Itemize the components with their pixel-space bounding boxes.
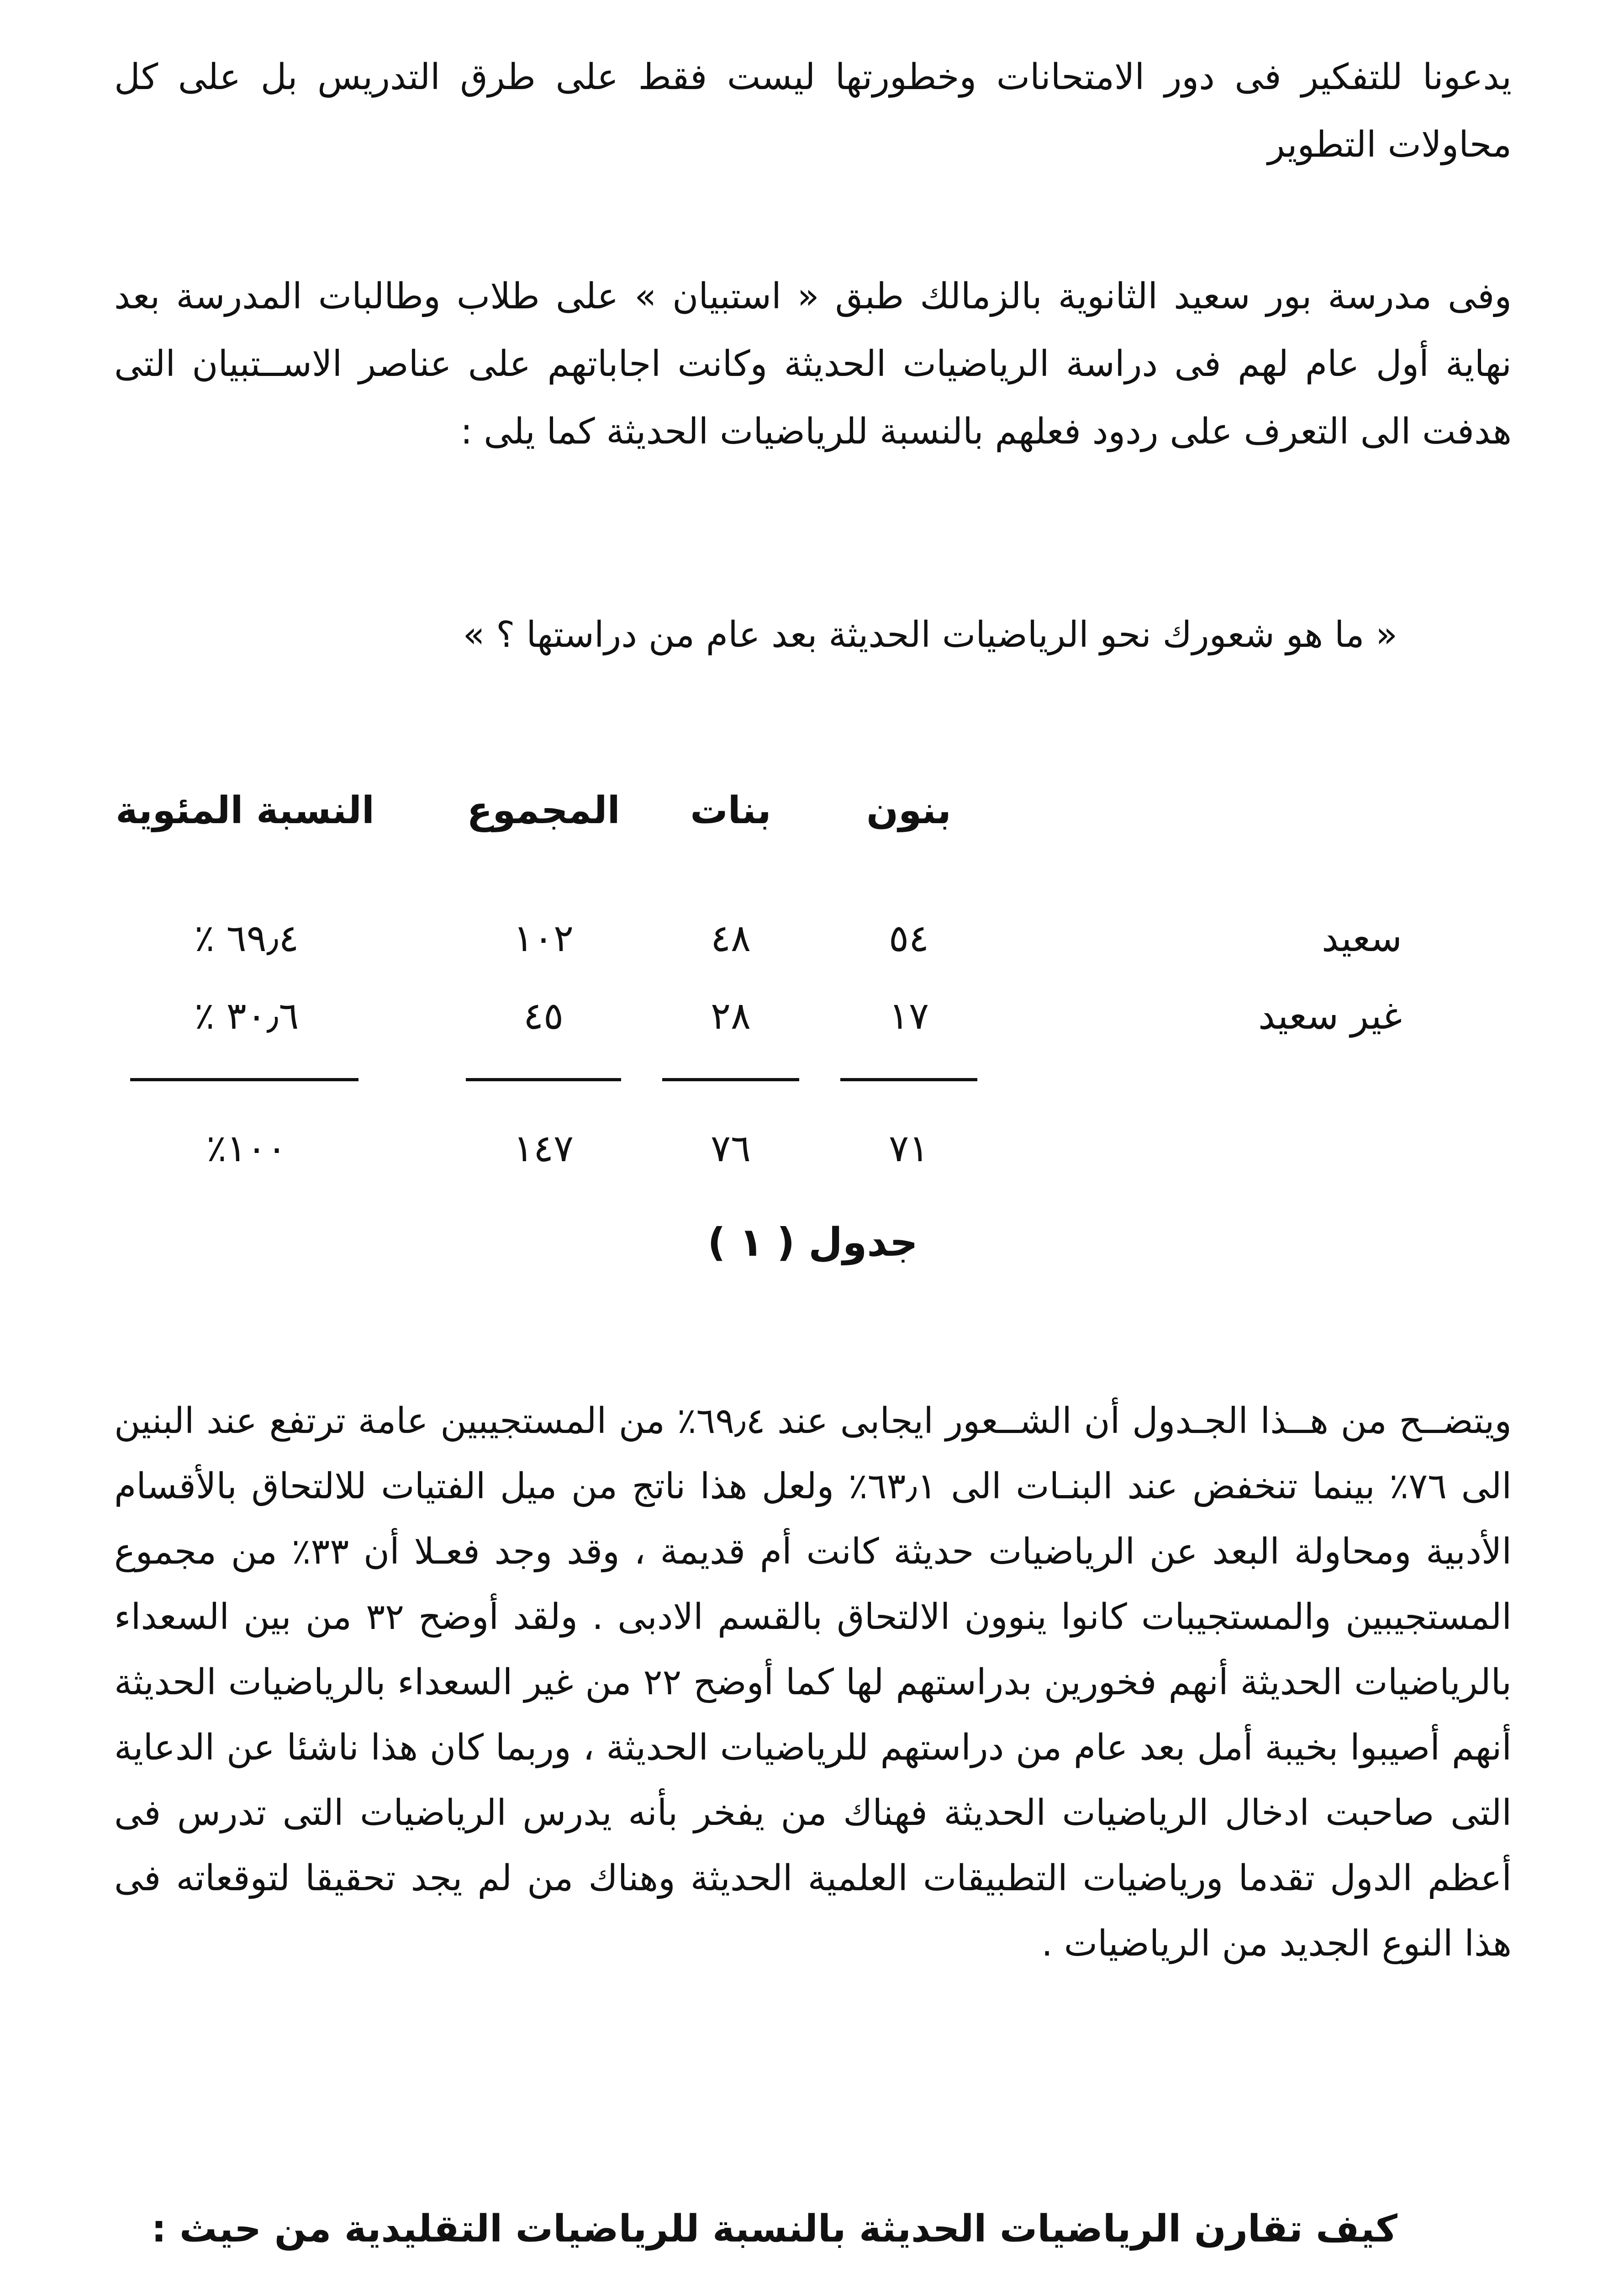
header-total: المجموع <box>467 789 620 832</box>
cell-happy-total: ١٠٢ <box>513 917 574 960</box>
cell-happy-boys: ٥٤ <box>888 917 929 960</box>
cell-happy-percent: ٦٩٫٤ ٪ <box>194 917 299 960</box>
total-boys: ٧١ <box>888 1127 929 1170</box>
intro-paragraph: يدعونا للتفكير فى دور الامتحانات وخطورتها ليست فقط على طرق التدريس بل على كل محاولات التطوير <box>114 57 1512 165</box>
sum-rule-boys <box>840 1078 977 1081</box>
header-boys: بنون <box>866 789 951 832</box>
survey-question: « ما هو شعورك نحو الرياضيات الحديثة بعد عام من دراستها ؟ » <box>463 614 1397 656</box>
analysis-paragraph: ويتضــح من هــذا الجـدول أن الشــعور ايجابى عند ٦٩٫٤٪ من المستجيبين عامة ترتفع عند البنين الى ٧٦٪ بينما تنخفض عند البنـات الى ٦٣٫١٪ ولعل هذا ناتج من ميل الفتيات للالتحاق بالأقسام الأدبية ومحاولة البعد عن الرياضيات حديثة كانت أم قديمة ، وقد وجد فعـلا أن ٣٣٪ من مجموع المستجيبين والمستجيبات كانوا ينوون الالتحاق بالقسم الادبى . ولقد أوضح ٣٢ من بين السعداء بالرياضيات الحديثة أنهم فخورين بدراستهم لها كما أوضح ٢٢ من غير السعداء بالرياضيات الحديثة أنهم أصيبوا بخيبة أمل بعد عام من دراستهم للرياضيات الحديثة ، وربما كان هذا ناشئا عن الدعاية التى صاحبت ادخال الرياضيات الحديثة فهناك من يفخر بأنه يدرس الرياضيات التى تدرس فى أعظم الدول تقدما ورياضيات التطبيقات العلمية الحديثة وهناك من لم يجد تحقيقا لتوقعاته فى هذا النوع الجديد من الرياضيات . <box>114 1401 1512 1964</box>
cell-happy-girls: ٤٨ <box>710 917 751 960</box>
comparison-heading: كيف تقارن الرياضيات الحديثة بالنسبة للرياضيات التقليدية من حيث : <box>151 2207 1397 2251</box>
sum-rule-girls <box>662 1078 799 1081</box>
survey-paragraph: وفى مدرسة بور سعيد الثانوية بالزمالك طبق « استبيان » على طلاب وطالبات المدرسة بعد نهاية أول عام لهم فى دراسة الرياضيات الحديثة وكانت اجاباتهم على عناصر الاســتبيان التى هدفت الى التعرف على ردود فعلهم بالنسبة للرياضيات الحديثة كما يلى : <box>114 276 1512 452</box>
row-label-happy: سعيد <box>1321 917 1402 960</box>
cell-unhappy-boys: ١٧ <box>888 994 929 1038</box>
total-percent: ١٠٠٪ <box>206 1127 287 1170</box>
cell-unhappy-percent: ٣٠٫٦ ٪ <box>194 994 299 1038</box>
header-percent: النسبة المئوية <box>116 789 374 832</box>
sum-rule-percent <box>130 1078 359 1081</box>
cell-unhappy-girls: ٢٨ <box>710 994 751 1038</box>
header-girls: بنات <box>690 789 771 832</box>
cell-unhappy-total: ٤٥ <box>523 994 564 1038</box>
table-caption: جدول ( ١ ) <box>707 1220 918 1265</box>
total-all: ١٤٧ <box>513 1127 574 1170</box>
row-label-unhappy: غير سعيد <box>1258 994 1402 1038</box>
sum-rule-total <box>466 1078 621 1081</box>
results-table <box>114 774 1512 1254</box>
total-girls: ٧٦ <box>710 1127 751 1170</box>
